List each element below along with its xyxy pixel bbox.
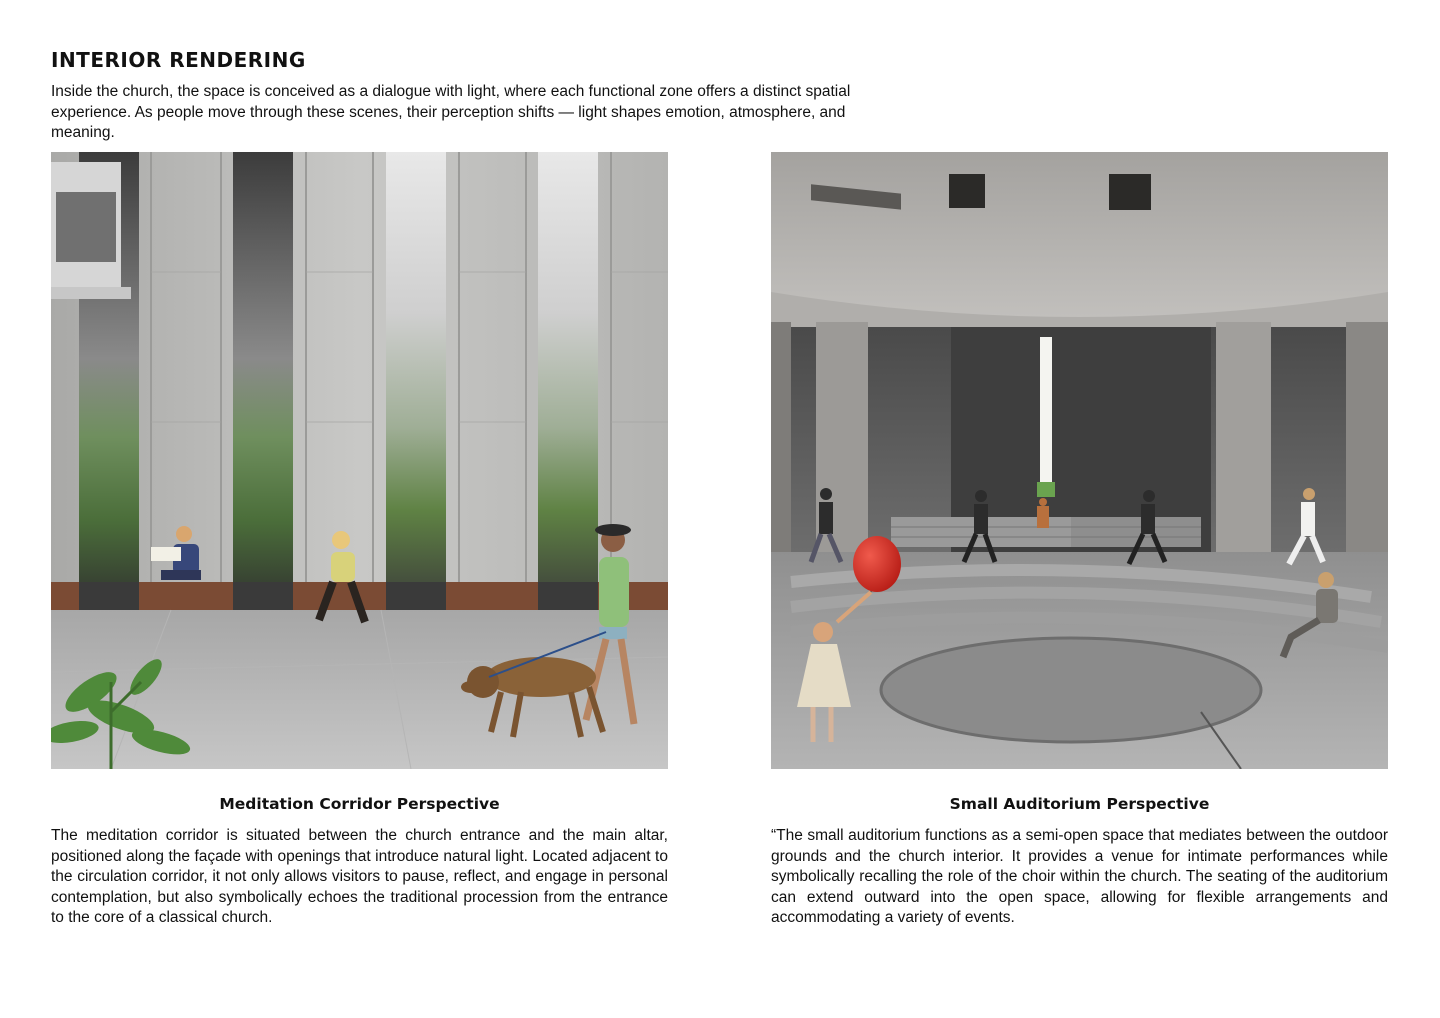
small-auditorium-rendering bbox=[771, 152, 1388, 769]
meditation-corridor-rendering bbox=[51, 152, 668, 769]
meditation-corridor-description: The meditation corridor is situated between the church entrance and the main altar, positioned along the façade with openings that introduce natural light. Located adjacent to the circulation corridor, it not only allows visitors to pause, reflect, and engage in personal contemplation, but also symbolically echoes the traditional procession from the entrance to the core of a classical church. bbox=[51, 827, 668, 926]
small-auditorium-description: “The small auditorium functions as a semi-open space that mediates between the outdoor grounds and the church interior. It provides a venue for intimate performances while symbolically recalling the role of the choir within the church. The seating of the auditorium can extend outward into the open space, allowing for flexible arrangements and accommodating a variety of events. bbox=[771, 827, 1388, 926]
page-title: INTERIOR RENDERING bbox=[51, 48, 306, 72]
small-auditorium-caption: Small Auditorium Perspective bbox=[949, 795, 1210, 813]
intro-paragraph: Inside the church, the space is conceived as a dialogue with light, where each functional zone offers a distinct spatial experience. As people move through these scenes, their perception shifts — light shapes emotion, atmosphere, and meaning. bbox=[51, 83, 851, 141]
meditation-corridor-caption: Meditation Corridor Perspective bbox=[219, 795, 500, 813]
